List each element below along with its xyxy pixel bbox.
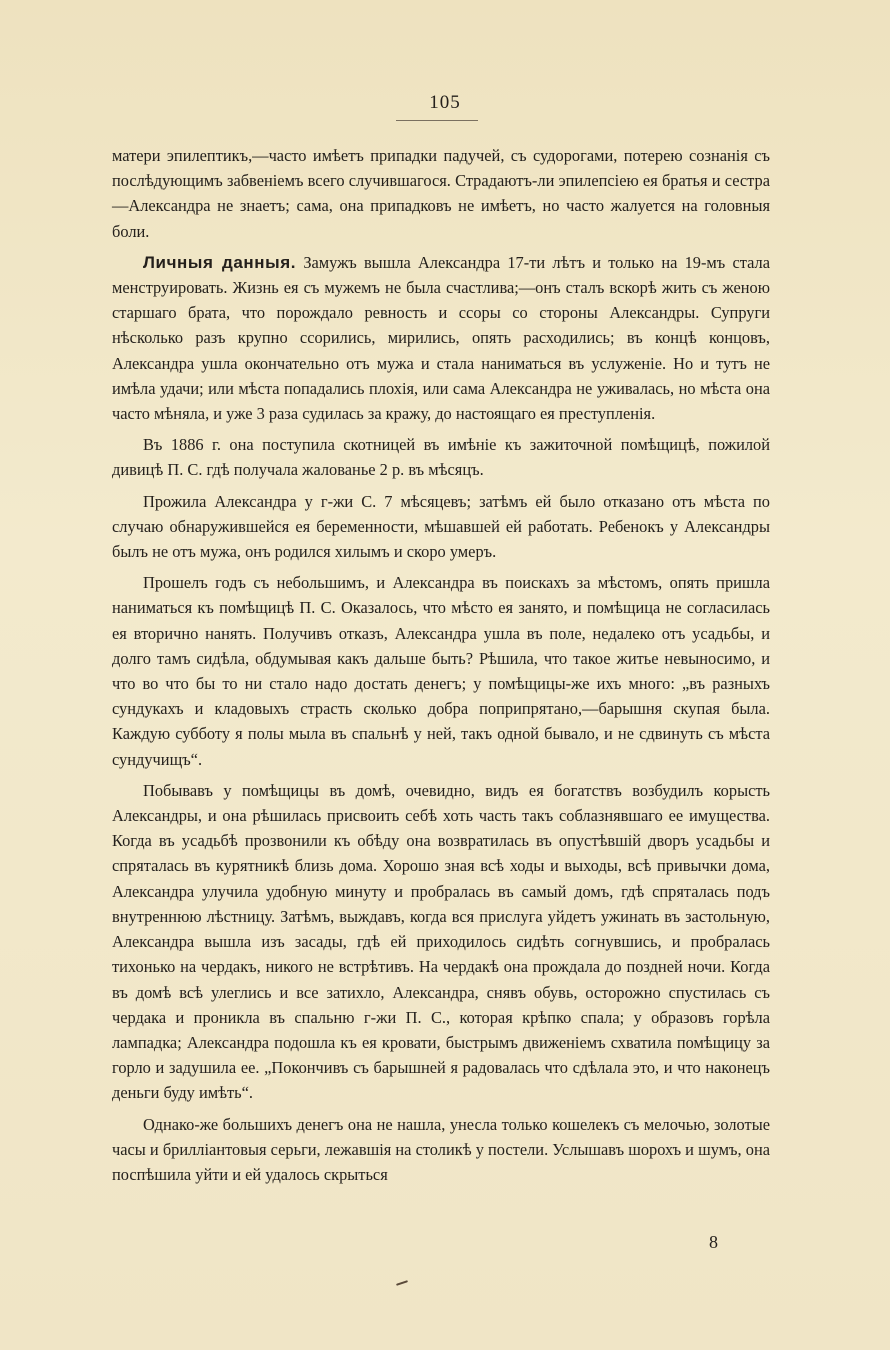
- paragraph-7: Однако-же большихъ денегъ она не нашла, унесла только кошелекъ съ мелочью, золотые часы и брилліантовыя серьги, лежавшія на столикѣ у постели. Услышавъ шорохъ и шумъ, она поспѣшила уйти и ей удалось скрыться: [112, 1114, 770, 1184]
- section-heading: Личныя данныя.: [143, 252, 297, 272]
- paragraph-5: Прошелъ годъ съ небольшимъ, и Александра въ поискахъ за мѣстомъ, опять пришла наниматься къ помѣщицѣ П. С. Оказалось, что мѣсто ея занято, и помѣщица не согласилась ея вторично нанять. Получивъ отказъ, Александра ушла въ поле, недалеко отъ усадьбы, и долго тамъ сидѣла, обдумывая какъ дальше быть? Рѣшила, что такое житье невыносимо, и что во что бы то ни стало надо достать денегъ; у помѣщицы-же ихъ много: „въ разныхъ сундукахъ и кладовыхъ страсть сколько добра поприпрятано,—барышня скупая была. Каждую субботу я полы мыла въ спальнѣ у ней, такъ одной бывало, и не сдвинуть съ мѣста сундучищъ“.: [112, 573, 770, 769]
- page-number-rule: [396, 120, 478, 121]
- page-number: 105: [429, 92, 461, 113]
- paragraph-2-text: Замужъ вышла Александра 17-ти лѣтъ и только на 19-мъ стала менструировать. Жизнь ея съ мужемъ не была счастлива;—онъ сталъ вскорѣ жить съ женою старшаго брата, что порождало ревность и ссоры со стороны Александры. Супруги нѣсколько разъ крупно ссорились, мирились, опять расходились; въ концѣ концовъ, Александра ушла окончательно отъ мужа и стала наниматься въ услуженіе. Но и тутъ не имѣла удачи; или мѣста попадались плохія, или сама Александра не уживалась, но мѣста она часто мѣняла, и уже 3 раза судилась за кражу, до настоящаго ея преступленія.: [112, 252, 770, 424]
- paragraph-4: Прожила Александра у г-жи С. 7 мѣсяцевъ; затѣмъ ей было отказано отъ мѣста по случаю обнаружившейся ея беременности, мѣшавшей ей работать. Ребенокъ у Александры былъ не отъ мужа, онъ родился хилымъ и скоро умеръ.: [112, 491, 770, 562]
- body-text: [112, 143, 770, 1193]
- ink-speck: [396, 1280, 408, 1286]
- paragraph-6: Побывавъ у помѣщицы въ домѣ, очевидно, видъ ея богатствъ возбудилъ корысть Александры, и она рѣшилась присвоить себѣ хоть часть такъ соблазнявшаго ее имущества. Когда въ усадьбѣ прозвонили къ обѣду она возвратилась въ опустѣвшій дворъ усадьбы и спряталась въ курятникѣ близь дома. Хорошо зная всѣ ходы и выходы, всѣ привычки дома, Александра улучила удобную минуту и пробралась въ самый домъ, гдѣ спряталась подъ внутреннюю лѣстницу. Затѣмъ, выждавъ, когда вся прислуга уйдетъ ужинать въ застольную, Александра вышла изъ засады, гдѣ ей приходилось сидѣть согнувшись, и пробралась тихонько на чердакъ, никого не встрѣтивъ. На чердакѣ она прождала до поздней ночи. Когда въ домѣ всѣ улеглись и все затихло, Александра, снявъ обувь, осторожно спустилась съ чердака и проникла въ спальню г-жи П. С., которая крѣпко спала; у образовъ горѣла лампадка; Александра подошла къ ея кровати, быстрымъ движеніемъ схватила помѣщицу за горло и задушила ее. „Покончивъ съ барышней я радовалась что сдѣлала это, и что наконецъ деньги буду имѣть“.: [112, 780, 770, 1103]
- signature-mark: 8: [709, 1232, 718, 1252]
- paragraph-2: [112, 250, 770, 426]
- paragraph-3: Въ 1886 г. она поступила скотницей въ имѣніе къ зажиточной помѣщицѣ, пожилой дивицѣ П. С. гдѣ получала жалованье 2 р. въ мѣсяцъ.: [112, 435, 770, 480]
- paragraph-1: матери эпилептикъ,—часто имѣетъ припадки падучей, съ судорогами, потерею сознанія съ послѣдующимъ забвеніемъ всего случившагося. Страдаютъ-ли эпилепсіею ея братья и сестра—Александра не знаетъ; сама, она припадковъ не имѣетъ, но часто жалуется на головныя боли.: [112, 146, 770, 241]
